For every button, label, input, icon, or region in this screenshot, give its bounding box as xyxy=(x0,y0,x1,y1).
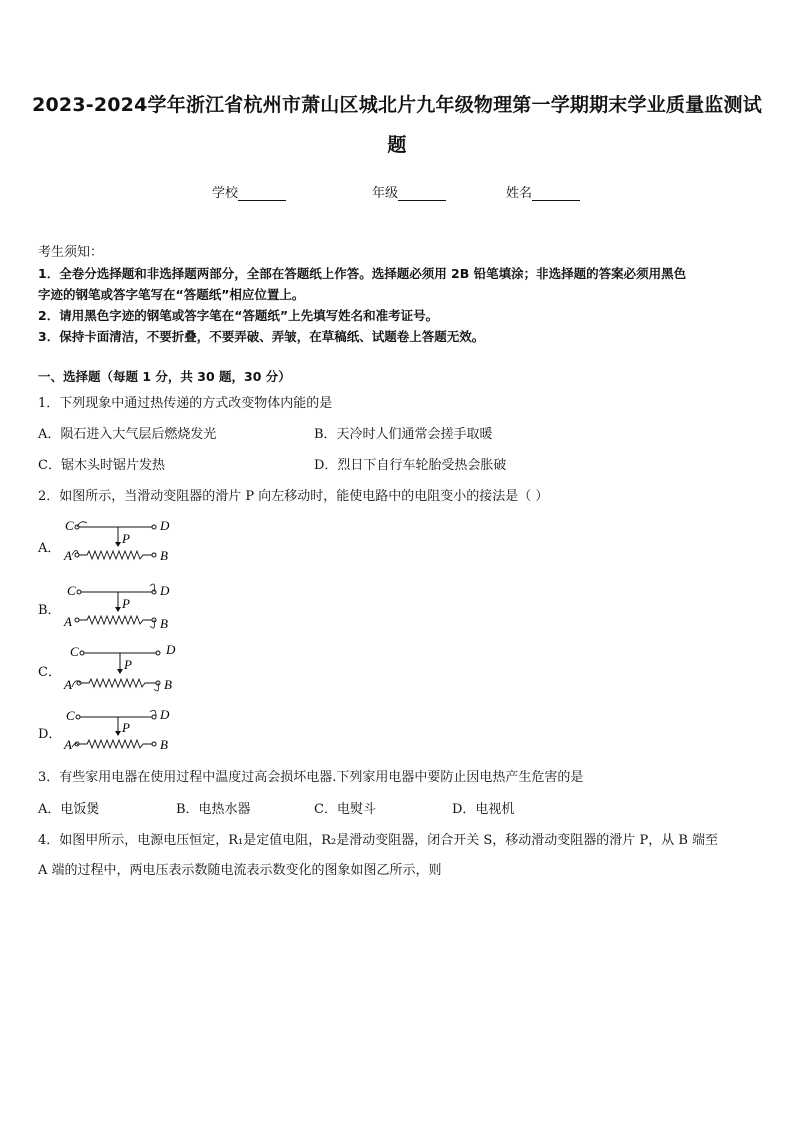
terminal-b-label: B xyxy=(160,548,168,563)
question-3-stem: 3．有些家用电器在使用过程中温度过高会损坏电器.下列家用电器中要防止因电热产生危害的是 xyxy=(38,770,584,785)
section-heading: 一、选择题（每题 1 分，共 30 题，30 分） xyxy=(38,369,291,384)
name-blank[interactable] xyxy=(532,186,580,201)
terminal-c-label: C xyxy=(70,644,79,659)
question-2-option-d[interactable]: D． xyxy=(38,727,62,742)
question-3-option-c[interactable]: C．电熨斗 xyxy=(314,802,376,817)
page-title-continued: 题 xyxy=(387,134,407,156)
school-field[interactable] xyxy=(212,182,286,201)
name-label: 姓名 xyxy=(506,186,533,201)
question-2-stem: 2．如图所示，当滑动变阻器的滑片 P 向左移动时，能使电路中的电阻变小的接法是（ ） xyxy=(38,489,549,504)
terminal-d-label: D xyxy=(160,583,170,598)
grade-field[interactable] xyxy=(372,182,446,201)
grade-label: 年级 xyxy=(372,186,399,201)
terminal-d-label: D xyxy=(160,707,170,722)
rheostat-diagram-b xyxy=(62,580,182,632)
terminal-d-label: D xyxy=(160,518,170,533)
rheostat-diagram-d xyxy=(62,705,182,755)
rheostat-diagram-c xyxy=(62,641,187,695)
question-2-option-a[interactable]: A． xyxy=(38,541,61,556)
question-1-stem: 1．下列现象中通过热传递的方式改变物体内能的是 xyxy=(38,396,333,411)
question-4-stem-line1: 4．如图甲所示，电源电压恒定，R₁是定值电阻，R₂是滑动变阻器，闭合开关 S，移动滑动变阻器的滑片 P，从 B 端至 xyxy=(38,833,719,848)
question-3-option-b[interactable]: B．电热水器 xyxy=(176,802,251,817)
page-title: 2023-2024学年浙江省杭州市萧山区城北片九年级物理第一学期期末学业质量监测试 xyxy=(32,94,762,116)
school-label: 学校 xyxy=(212,186,239,201)
notice-heading: 考生须知： xyxy=(38,245,104,260)
terminal-c-label: C xyxy=(65,518,74,533)
question-1-option-d[interactable]: D．烈日下自行车轮胎受热会胀破 xyxy=(314,458,507,473)
school-blank[interactable] xyxy=(238,186,286,201)
terminal-b-label: B xyxy=(164,677,172,692)
terminal-a-label: A xyxy=(64,614,72,629)
slider-p-label: P xyxy=(122,531,130,546)
terminal-a-label: A xyxy=(64,737,72,752)
terminal-c-label: C xyxy=(66,708,75,723)
terminal-a-label: A xyxy=(64,677,72,692)
notice-item: 字迹的钢笔或答字笔写在“答题纸”相应位置上。 xyxy=(38,287,305,302)
question-2-option-c[interactable]: C． xyxy=(38,665,61,680)
notice-item: 1．全卷分选择题和非选择题两部分，全部在答题纸上作答。选择题必须用 2B 铅笔填涂；非选择题的答案必须用黑色 xyxy=(38,266,687,281)
question-1-option-c[interactable]: C．锯木头时锯片发热 xyxy=(38,458,165,473)
question-4-stem-line2: A 端的过程中，两电压表示数随电流表示数变化的图象如图乙所示，则 xyxy=(38,863,442,878)
terminal-a-label: A xyxy=(64,548,72,563)
notice-item: 3．保持卡面清洁，不要折叠，不要弄破、弄皱，在草稿纸、试题卷上答题无效。 xyxy=(38,329,485,344)
question-2-option-b[interactable]: B． xyxy=(38,603,61,618)
rheostat-diagram-a xyxy=(62,515,182,565)
terminal-d-label: D xyxy=(166,642,176,657)
question-1-option-b[interactable]: B．天冷时人们通常会搓手取暖 xyxy=(314,427,493,442)
notice-item: 2．请用黑色字迹的钢笔或答字笔在“答题纸”上先填写姓名和准考证号。 xyxy=(38,308,439,323)
question-3-option-d[interactable]: D．电视机 xyxy=(452,802,515,817)
question-1-option-a[interactable]: A．陨石进入大气层后燃烧发光 xyxy=(38,427,217,442)
slider-p-label: P xyxy=(122,720,130,735)
slider-p-label: P xyxy=(124,657,132,672)
slider-p-label: P xyxy=(122,596,130,611)
name-field[interactable] xyxy=(506,182,580,201)
terminal-c-label: C xyxy=(67,583,76,598)
terminal-b-label: B xyxy=(160,616,168,631)
question-3-option-a[interactable]: A．电饭煲 xyxy=(38,802,100,817)
grade-blank[interactable] xyxy=(398,186,446,201)
terminal-b-label: B xyxy=(160,737,168,752)
